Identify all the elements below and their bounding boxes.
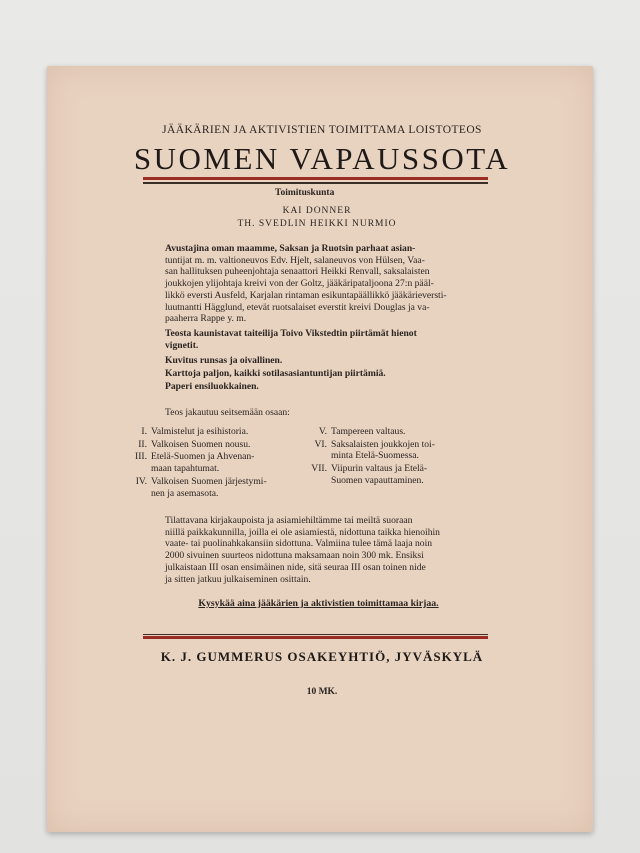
overline: JÄÄKÄRIEN JA AKTIVISTIEN TOIMITTAMA LOISTOTEOS (162, 124, 482, 136)
part-number: I. (141, 426, 147, 437)
part-text-line: Suomen vapauttaminen. (331, 474, 424, 486)
contributors-paragraph (165, 243, 472, 325)
text-line: san hallituksen puheenjohtaja senaattori Heikki Renvall, saksalaisten (165, 266, 430, 278)
part-item (309, 426, 405, 438)
publisher: K. J. GUMMERUS OSAKEYHTIÖ, JYVÄSKYLÄ (160, 649, 484, 664)
publisher-rule-dark (143, 634, 488, 635)
part-text-line: Tampereen valtaus. (331, 426, 406, 437)
text-line: ja sitten jatkuu julkaiseminen osittain. (165, 573, 311, 585)
text-line: tuntijat m. m. valtioneuvos Edv. Hjelt, salaneuvos von Hülsen, Vaa- (165, 254, 425, 266)
part-text (151, 451, 254, 474)
part-text-line: Valkoisen Suomen järjestymi- (151, 475, 267, 487)
text-line: joukkojen ylijohtaja kreivi von der Goltz, jääkäripataljoona 27:n pääl- (165, 278, 434, 290)
text-line: 2000 sivuinen suurteos nidottuna maksamaan noin 300 mk. Ensiksi (165, 550, 424, 562)
text-line: vignetit. (165, 339, 199, 351)
feature-3: Paperi ensiluokkainen. (165, 381, 259, 392)
part-text (331, 463, 427, 486)
text-line: vaate- tai puolinahkakansiin sidottuna. Valmiina tulee tämä laaja noin (165, 538, 433, 550)
part-text-line: minta Etelä-Suomessa. (331, 450, 419, 462)
parts-title: Teos jakautuu seitsemään osaan: (165, 407, 290, 418)
part-item (309, 439, 435, 462)
part-text-line: maan tapahtumat. (151, 463, 220, 475)
part-item (129, 451, 254, 474)
part-item (309, 463, 427, 486)
title-rule-red (143, 177, 488, 180)
part-text-line: Valmistelut ja esihistoria. (151, 426, 249, 437)
part-item (129, 426, 248, 438)
price: 10 MK. (306, 687, 338, 697)
part-text-line: Valkoisen Suomen nousu. (151, 438, 251, 450)
part-text (331, 426, 405, 438)
text-line: julkaistaan III osan ensimäinen nide, sitä seuraa III osan toinen nide (165, 561, 426, 573)
feature-2: Karttoja paljon, kaikki sotilasasiantuntijan piirtämiä. (165, 368, 386, 379)
part-item (129, 476, 267, 499)
text-line: likkö eversti Ausfeld, Karjalan rintaman esikuntapäällikkö jääkärieversti- (165, 289, 447, 301)
title-rule-dark (143, 182, 488, 184)
editor-line-1: KAI DONNER (282, 206, 352, 216)
part-text-line: Saksalaisten joukkojen toi- (331, 438, 435, 450)
text-line: luutnantti Hägglund, etevät ruotsalaiset everstit kreivi Douglas ja va- (165, 301, 430, 313)
ask-line: Kysykää aina jääkärien ja aktivistien toimittamaa kirjaa. (198, 598, 439, 609)
book-cover (47, 66, 593, 832)
order-paragraph (165, 515, 472, 585)
part-text (151, 476, 267, 499)
text-line: Tilattavana kirjakaupoista ja asiamiehiltämme tai meiltä suoraan (165, 515, 413, 526)
book-title: SUOMEN VAPAUSSOTA (133, 141, 511, 176)
part-number: V. (318, 426, 327, 437)
part-text-line: Etelä-Suomen ja Ahvenan- (151, 451, 255, 463)
part-number: II. (138, 438, 147, 450)
feature-1: Kuvitus runsas ja oivallinen. (165, 355, 283, 366)
part-item (129, 439, 250, 451)
part-text (151, 439, 250, 451)
part-text-line: nen ja asemasota. (151, 487, 219, 499)
illustration-paragraph (165, 328, 472, 351)
text-line: niillä paikkakunnilla, joilla ei ole asiamiestä, nidottuna taikka hienoihin (165, 526, 440, 538)
part-text-line: Viipurin valtaus ja Etelä- (331, 463, 428, 475)
publisher-rule-red (143, 636, 488, 639)
part-number: IV. (135, 475, 147, 487)
editor-line-2: TH. SVEDLIN HEIKKI NURMIO (237, 219, 397, 229)
editors-label: Toimituskunta (275, 188, 335, 198)
part-number: III. (135, 451, 147, 463)
text-line: Teosta kaunistavat taiteilija Toivo Vikstedtin piirtämät hienot (165, 328, 417, 339)
part-number: VI. (314, 438, 327, 450)
text-line: Avustajina oman maamme, Saksan ja Ruotsin parhaat asian- (165, 243, 416, 254)
part-text (151, 426, 248, 438)
part-number: VII. (311, 463, 327, 475)
text-line: paaherra Rappe y. m. (165, 313, 247, 325)
part-text (331, 439, 435, 462)
